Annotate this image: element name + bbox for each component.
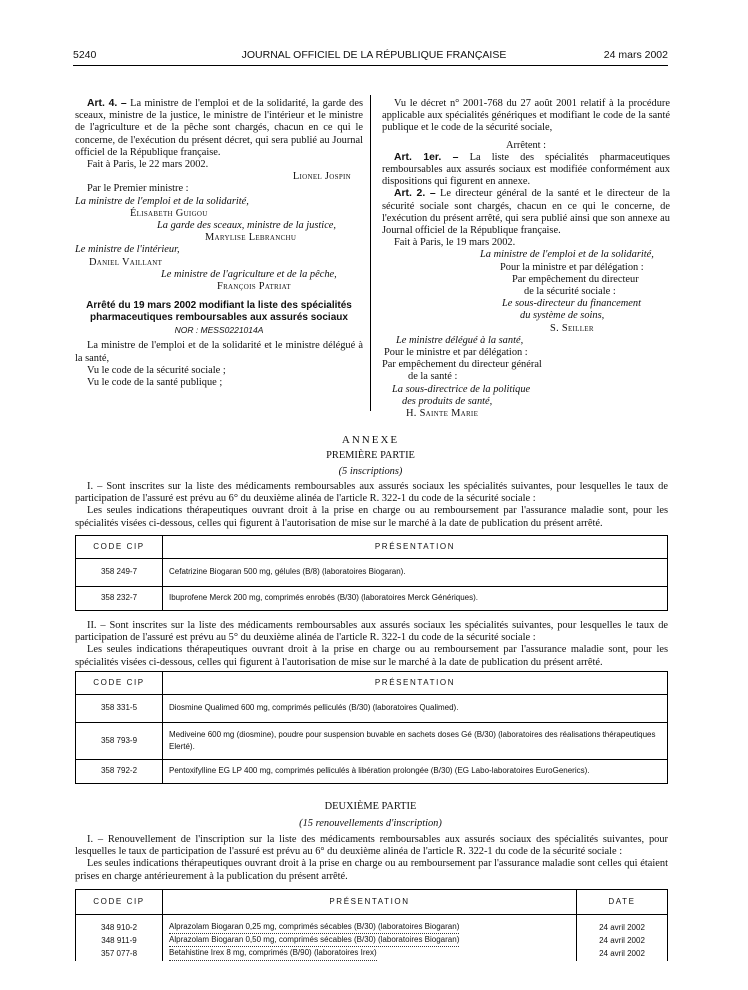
- cell-presentation: [163, 934, 577, 947]
- section-2-paragraph-2: Les seules indications thérapeutiques ouvrant droit à la prise en charge ou au remboursement par l'assurance maladie sont, pour les spécialités visées ci-dessous, celles qui figurent à l'autorisation de mise sur le marché à la date de publication du présent arrêté.: [75, 644, 668, 668]
- section-3-paragraph-2: Les seules indications thérapeutiques ouvrant droit à la prise en charge ou au remboursement par l'assurance maladie sont celles qui étaient prises en charge antérieurement à la publication du présent arrêté.: [75, 858, 668, 882]
- signature-line-7: S. Seiller: [550, 322, 594, 334]
- nor-reference: NOR : MESS0221014A: [174, 325, 264, 336]
- part-2-title: DEUXIÈME PARTIE: [324, 801, 417, 812]
- signature-line-1: La ministre de l'emploi et de la solidarité,: [480, 249, 654, 261]
- header-rule: [73, 65, 668, 66]
- signer-jospin: Lionel Jospin: [292, 171, 351, 183]
- signature-line-5: Le sous-directeur du financement: [502, 298, 641, 310]
- interieur-name: Daniel Vaillant: [89, 256, 163, 268]
- header-presentation: PRÉSENTATION: [163, 536, 668, 559]
- cell-presentation: Diosmine Qualimed 600 mg, comprimés pelliculés (B/30) (laboratoires Qualimed).: [163, 695, 668, 723]
- arrete-intro: La ministre de l'emploi et de la solidarité et le ministre délégué à la santé,: [75, 340, 363, 364]
- header-date: DATE: [577, 890, 668, 915]
- cell-presentation-text: Alprazolam Biogaran 0,50 mg, comprimés sécables (B/30) (laboratoires Biogaran): [169, 934, 459, 947]
- garde-sceaux-name: Marylise Lebranchu: [205, 232, 297, 244]
- header-code-cip: CODE CIP: [76, 672, 163, 695]
- interieur-title: Le ministre de l'intérieur,: [75, 244, 180, 256]
- signature-line-9: Pour le ministre et par délégation :: [384, 347, 528, 359]
- signature-line-3: Par empêchement du directeur: [512, 273, 639, 285]
- header-code-cip: CODE CIP: [76, 890, 163, 915]
- table-part1-section2: [75, 671, 668, 784]
- section-2-text: [75, 620, 668, 669]
- vu-decret: Vu le décret n° 2001-768 du 27 août 2001 relatif à la procédure applicable aux spécialités génériques et modifiant le code de la santé publique et le code de la sécurité sociale,: [382, 98, 670, 134]
- table-row: [76, 934, 668, 947]
- part-1-subtitle: (5 inscriptions): [338, 466, 403, 477]
- ministre-emploi-title: La ministre de l'emploi et de la solidarité,: [75, 195, 249, 207]
- article-2-text: Le directeur général de la santé et le directeur de la sécurité sociale sont chargés, chacun en ce qui le concerne, de l'exécution du présent arrêté, qui sera publié ainsi que son annexe au Journal officiel de la République française.: [382, 188, 670, 237]
- table-part2-section1: [75, 889, 668, 961]
- article-1-label: Art. 1er. –: [394, 151, 459, 163]
- journal-title: JOURNAL OFFICIEL DE LA RÉPUBLIQUE FRANÇAISE: [241, 49, 507, 61]
- par-premier-ministre: Par le Premier ministre :: [87, 183, 189, 195]
- arretent: Arrêtent :: [505, 139, 547, 151]
- table-row: [76, 559, 668, 587]
- signature-line-6: du système de soins,: [520, 310, 605, 322]
- table-header-row: [76, 890, 668, 915]
- signature-line-4: de la sécurité sociale :: [524, 286, 616, 298]
- cell-presentation-text: Alprazolam Biogaran 0,25 mg, comprimés sécables (B/30) (laboratoires Biogaran): [169, 921, 459, 934]
- section-1-paragraph-1: I. – Sont inscrites sur la liste des médicaments remboursables aux assurés sociaux les spécialités suivantes, pour lesquelles le taux de participation de l'assuré est prévu au 6° du deuxième alinéa de l'article R. 322-1 du code de la sécurité sociale :: [75, 481, 668, 505]
- article-2: [382, 188, 670, 237]
- fait-date-right: Fait à Paris, le 19 mars 2002.: [394, 237, 516, 249]
- article-1-text: La liste des spécialités pharmaceutiques remboursables aux assurés sociaux est modifiée conformément aux dispositions qui figurent en annexe.: [382, 151, 670, 188]
- table-header-row: [76, 536, 668, 559]
- part-2-subtitle: (15 renouvellements d'inscription): [299, 818, 442, 829]
- header-code-cip: CODE CIP: [76, 536, 163, 559]
- cell-code: 357 077-8: [76, 947, 163, 960]
- article-2-label: Art. 2. –: [394, 188, 436, 200]
- signature-line-12: La sous-directrice de la politique: [392, 383, 531, 395]
- table-row: [76, 915, 668, 935]
- article-4: [75, 98, 363, 159]
- ministre-emploi-name: Élisabeth Guigou: [130, 207, 208, 219]
- table-header-row: [76, 672, 668, 695]
- signature-line-13: des produits de santé,: [402, 395, 493, 407]
- section-1-text: [75, 481, 668, 530]
- cell-code: 358 331-5: [76, 695, 163, 723]
- section-1-paragraph-2: Les seules indications thérapeutiques ouvrant droit à la prise en charge ou au remboursement par l'assurance maladie sont, pour les spécialités visées ci-dessous, celles qui figurent à l'autorisation de mise sur le marché à la date de publication du présent arrêté.: [75, 505, 668, 529]
- table-row: [76, 723, 668, 760]
- cell-presentation: [163, 947, 577, 960]
- header-date: 24 mars 2002: [603, 49, 668, 61]
- signature-line-14: H. Sainte Marie: [406, 408, 479, 420]
- cell-code: 348 910-2: [76, 915, 163, 935]
- fait-date: Fait à Paris, le 22 mars 2002.: [87, 159, 209, 171]
- table-part1-section1: [75, 535, 668, 611]
- table-row: [76, 947, 668, 960]
- table-row: [76, 760, 668, 784]
- section-3-paragraph-1: I. – Renouvellement de l'inscription sur la liste des médicaments remboursables aux assurés sociaux des spécialités suivantes, pour lesquelles le taux de participation de l'assuré est prévu au 6° du deuxième alinéa de l'article R. 322-1 du code de la sécurité sociale :: [75, 834, 668, 858]
- cell-date: 24 avril 2002: [577, 934, 668, 947]
- cell-code: 358 792-2: [76, 760, 163, 784]
- cell-presentation: Pentoxifylline EG LP 400 mg, comprimés pelliculés à libération prolongée (B/30) (EG Labo-laboratoires EuroGenerics).: [163, 760, 668, 784]
- cell-code: 358 249-7: [76, 559, 163, 587]
- cell-presentation-text: Betahistine Irex 8 mg, comprimés (B/90) (laboratoires Irex): [169, 947, 377, 960]
- arrete-title: Arrêté du 19 mars 2002 modifiant la liste des spécialités pharmaceutiques remboursables aux assurés sociaux: [86, 300, 352, 324]
- cell-presentation: Mediveine 600 mg (diosmine), poudre pour suspension buvable en sachets doses Gé (B/30) (laboratoires des réalisations thérapeutiques Elerté).: [163, 723, 668, 760]
- cell-code: 348 911-9: [76, 934, 163, 947]
- part-1-title: PREMIÈRE PARTIE: [326, 450, 415, 461]
- section-2-paragraph-1: II. – Sont inscrites sur la liste des médicaments remboursables aux assurés sociaux les spécialités suivantes, pour lesquelles le taux de participation de l'assuré est prévu au 5° du deuxième alinéa de l'article R. 322-1 du code de la sécurité sociale :: [75, 620, 668, 644]
- signature-line-10: Par empêchement du directeur général: [382, 359, 542, 371]
- annexe-title: ANNEXE: [341, 434, 400, 446]
- table-row: [76, 587, 668, 611]
- page-number: 5240: [73, 49, 97, 61]
- vu-code-securite-sociale: Vu le code de la sécurité sociale ;: [87, 364, 226, 376]
- article-4-text: La ministre de l'emploi et de la solidarité, la garde des sceaux, ministre de la justice, le ministre de l'intérieur et le ministre de l'agriculture et de la pêche sont chargés, chacun en ce qui le concerne, de l'exécution du présent décret, qui sera publié au Journal officiel de la République française.: [75, 98, 363, 158]
- cell-presentation: Cefatrizine Biogaran 500 mg, gélules (B/8) (laboratoires Biogaran).: [163, 559, 668, 587]
- cell-presentation: Ibuprofene Merck 200 mg, comprimés enrobés (B/30) (laboratoires Merck Génériques).: [163, 587, 668, 611]
- table-row: [76, 695, 668, 723]
- signature-line-2: Pour la ministre et par délégation :: [500, 261, 644, 273]
- section-3-text: [75, 834, 668, 883]
- agriculture-title: Le ministre de l'agriculture et de la pêche,: [161, 268, 337, 280]
- left-column: [75, 98, 363, 389]
- cell-code: 358 793-9: [76, 723, 163, 760]
- article-4-label: Art. 4. –: [87, 98, 127, 109]
- header-presentation: PRÉSENTATION: [163, 890, 577, 915]
- garde-sceaux-title: La garde des sceaux, ministre de la justice,: [157, 220, 337, 232]
- signature-line-8: Le ministre délégué à la santé,: [396, 334, 524, 346]
- cell-presentation: [163, 915, 577, 935]
- right-column: [382, 98, 670, 420]
- vu-code-sante-publique: Vu le code de la santé publique ;: [87, 377, 223, 389]
- header-presentation: PRÉSENTATION: [163, 672, 668, 695]
- cell-date: 24 avril 2002: [577, 947, 668, 960]
- signature-line-11: de la santé :: [408, 371, 458, 383]
- column-divider: [370, 95, 371, 411]
- article-1: [382, 152, 670, 189]
- cell-date: 24 avril 2002: [577, 915, 668, 935]
- agriculture-name: François Patriat: [217, 281, 291, 293]
- cell-code: 358 232-7: [76, 587, 163, 611]
